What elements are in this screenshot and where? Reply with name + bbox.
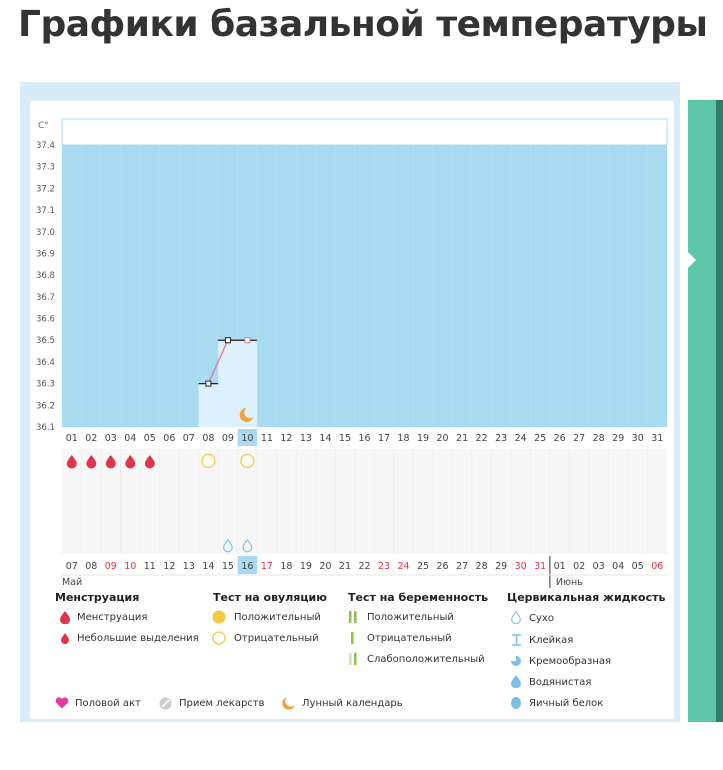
cycle-day-label: 12 (280, 433, 293, 444)
legend-item: Слабоположительный (367, 654, 485, 665)
date-label: 23 (377, 561, 391, 572)
data-point (225, 338, 230, 343)
y-tick-label: 37.2 (36, 184, 55, 195)
cycle-day-label: 29 (612, 433, 625, 444)
y-axis-unit: C° (38, 121, 49, 131)
date-label: 28 (475, 561, 488, 572)
y-tick-label: 36.9 (36, 249, 55, 260)
legend-title-cervical: Цервикальная жидкость (507, 591, 666, 604)
y-tick-label: 37.4 (36, 141, 55, 151)
data-point (245, 338, 250, 343)
legend-item: Отрицательный (367, 633, 452, 644)
date-label: 27 (456, 561, 469, 572)
cycle-day-label: 07 (182, 433, 195, 444)
cycle-day-label: 04 (124, 433, 137, 444)
date-label: 05 (631, 561, 644, 572)
date-label: 30 (514, 561, 527, 572)
legend-item: Небольшие выделения (77, 633, 199, 644)
cycle-day-label: 05 (143, 433, 156, 444)
cycle-day-label: 27 (573, 433, 586, 444)
cycle-day-label: 18 (397, 433, 410, 444)
y-tick-label: 36.2 (36, 401, 55, 412)
legend-title-menstruation: Менструация (55, 591, 140, 604)
cycle-day-label: 30 (631, 433, 644, 444)
cycle-day-label: 01 (65, 433, 78, 444)
date-label: 08 (85, 561, 98, 572)
cycle-day-label: 08 (202, 433, 215, 444)
month-label: Май (62, 577, 83, 588)
cycle-day-label: 25 (534, 433, 547, 444)
date-label: 13 (182, 561, 195, 572)
date-label: 01 (553, 561, 566, 572)
y-tick-label: 36.1 (36, 423, 55, 433)
date-label: 12 (163, 561, 176, 572)
date-label: 06 (651, 561, 664, 572)
legend-item: Клейкая (529, 635, 574, 646)
plot-top-strip (62, 119, 667, 145)
date-label: 18 (280, 561, 293, 572)
date-label: 20 (319, 561, 332, 572)
cycle-day-label: 15 (338, 433, 352, 444)
y-tick-label: 36.3 (36, 379, 55, 390)
date-label: 17 (260, 561, 273, 572)
date-label: 25 (417, 561, 430, 572)
legend-item: Кремообразная (529, 656, 612, 667)
cycle-day-label: 02 (85, 433, 98, 444)
y-tick-label: 36.6 (36, 314, 55, 325)
legend-item: Положительный (367, 612, 454, 623)
date-label: 16 (241, 561, 254, 572)
date-label: 15 (221, 561, 234, 572)
ovulation-negative-mark (241, 455, 254, 468)
date-label: 26 (436, 561, 449, 572)
date-label: 03 (592, 561, 605, 572)
cycle-day-label: 28 (592, 433, 605, 444)
month-label: Июнь (555, 577, 583, 588)
y-tick-label: 37.3 (36, 162, 55, 173)
y-tick-label: 37.0 (36, 227, 55, 238)
data-column (218, 340, 238, 427)
date-label: 09 (104, 561, 117, 572)
cycle-day-label: 06 (163, 433, 176, 444)
y-tick-label: 36.8 (36, 271, 55, 282)
y-tick-label: 36.7 (36, 292, 55, 303)
date-label: 11 (143, 561, 156, 572)
cycle-day-label: 14 (319, 433, 332, 444)
y-tick-label: 36.5 (36, 336, 55, 347)
legend-item: Половой акт (75, 698, 141, 709)
date-label: 22 (358, 561, 371, 572)
ovulation-negative-mark (202, 455, 215, 468)
legend-title-ovulation: Тест на овуляцию (213, 591, 327, 604)
legend-title-pregnancy: Тест на беременность (348, 591, 489, 604)
y-tick-label: 37.1 (36, 206, 55, 217)
cycle-day-label: 20 (436, 433, 449, 444)
date-label: 04 (612, 561, 625, 572)
cycle-day-label: 09 (221, 433, 234, 444)
date-label: 10 (124, 561, 137, 572)
legend-item: Отрицательный (234, 633, 319, 644)
date-label: 29 (495, 561, 508, 572)
cycle-day-label: 31 (651, 433, 664, 444)
cycle-day-label: 03 (104, 433, 117, 444)
cycle-day-label: 16 (358, 433, 371, 444)
y-tick-label: 36.4 (36, 357, 55, 368)
legend-item: Яичный белок (529, 698, 604, 709)
legend-item: Лунный календарь (302, 698, 403, 709)
legend-item: Положительный (234, 612, 321, 623)
cycle-day-label: 19 (417, 433, 430, 444)
date-label: 24 (397, 561, 410, 572)
legend-item: Прием лекарств (179, 698, 265, 709)
cycle-day-label: 26 (553, 433, 566, 444)
cycle-day-label: 22 (475, 433, 488, 444)
cycle-day-label: 13 (299, 433, 312, 444)
date-label: 21 (338, 561, 352, 572)
cycle-day-label: 10 (241, 433, 254, 444)
legend-item: Менструация (77, 612, 148, 623)
date-label: 02 (573, 561, 586, 572)
plot-area (62, 145, 667, 427)
cycle-day-label: 11 (260, 433, 273, 444)
date-label: 14 (202, 561, 215, 572)
date-label: 07 (65, 561, 78, 572)
cycle-day-label: 23 (495, 433, 508, 444)
cycle-day-label: 17 (377, 433, 391, 444)
data-column (199, 384, 219, 427)
legend-item: Водянистая (529, 677, 592, 688)
legend-item: Сухо (529, 613, 554, 624)
page-title: Графики базальной температуры (18, 4, 708, 45)
data-point (206, 381, 211, 386)
cycle-day-label: 21 (456, 433, 469, 444)
date-label: 31 (534, 561, 547, 572)
date-label: 19 (299, 561, 312, 572)
cycle-day-label: 24 (514, 433, 527, 444)
